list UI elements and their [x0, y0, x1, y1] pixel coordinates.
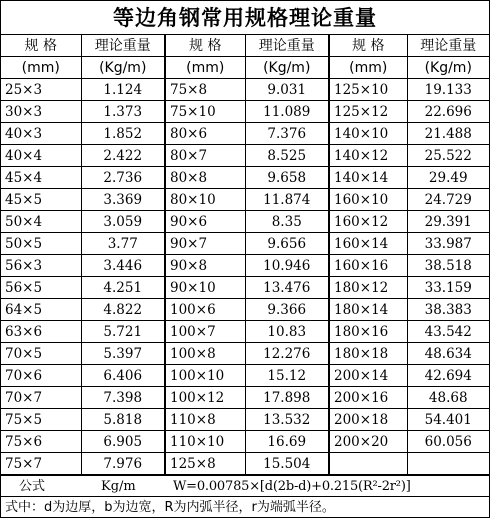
formula-note: 式中：d为边厚，b为边宽，R为内弧半径，r为端弧半径。: [5, 500, 335, 515]
weight-cell: 2.736: [81, 167, 165, 189]
header-row-units: [1, 57, 489, 79]
weight-cell: 12.276: [245, 343, 329, 365]
table-row: [1, 431, 489, 453]
spec-cell: 100×8: [165, 343, 245, 365]
weight-cell: 38.383: [407, 299, 489, 321]
spec-cell: 90×6: [165, 211, 245, 233]
table-row: [1, 387, 489, 409]
table-row: [1, 343, 489, 365]
header-spec-label: 规 格: [329, 35, 407, 57]
spec-cell: 200×16: [329, 387, 407, 409]
weight-cell: 9.656: [245, 233, 329, 255]
weight-cell: 7.398: [81, 387, 165, 409]
weight-cell: 60.056: [407, 431, 489, 453]
weight-cell: 33.159: [407, 277, 489, 299]
spec-cell: 100×12: [165, 387, 245, 409]
spec-cell: 50×5: [1, 233, 81, 255]
spec-cell: 160×10: [329, 189, 407, 211]
weight-cell: 13.532: [245, 409, 329, 431]
weight-cell: 19.133: [407, 79, 489, 101]
formula-footer: [1, 475, 489, 518]
spec-cell: 90×8: [165, 255, 245, 277]
header-spec-label: 规 格: [165, 35, 245, 57]
table-row: [1, 299, 489, 321]
spec-cell: 80×8: [165, 167, 245, 189]
weight-cell: 6.905: [81, 431, 165, 453]
weight-cell: 17.898: [245, 387, 329, 409]
formula-text: W=0.00785×[d(2b-d)+0.215(R²-2r²)]: [173, 479, 411, 494]
spec-cell: 90×7: [165, 233, 245, 255]
weight-cell: 43.542: [407, 321, 489, 343]
weight-cell: 9.031: [245, 79, 329, 101]
header-weight-unit: (Kg/m): [81, 57, 165, 79]
header-spec-unit: (mm): [165, 57, 245, 79]
spec-cell: 70×5: [1, 343, 81, 365]
spec-cell: 45×4: [1, 167, 81, 189]
table-row: [1, 101, 489, 123]
spec-cell: 140×12: [329, 145, 407, 167]
spec-cell: 125×10: [329, 79, 407, 101]
weight-cell: 24.729: [407, 189, 489, 211]
weight-cell: 3.446: [81, 255, 165, 277]
formula-row: [1, 476, 489, 497]
spec-cell: 160×12: [329, 211, 407, 233]
formula-unit: Kg/m: [101, 479, 136, 494]
spec-cell: [329, 453, 407, 475]
spec-cell: 80×10: [165, 189, 245, 211]
spec-cell: 140×14: [329, 167, 407, 189]
table-row: [1, 365, 489, 387]
spec-cell: 75×7: [1, 453, 81, 475]
weight-cell: [407, 453, 489, 475]
spec-cell: 56×3: [1, 255, 81, 277]
spec-cell: 180×18: [329, 343, 407, 365]
weight-cell: 2.422: [81, 145, 165, 167]
weight-cell: 7.976: [81, 453, 165, 475]
weight-cell: 11.089: [245, 101, 329, 123]
table-row: [1, 255, 489, 277]
spec-cell: 180×12: [329, 277, 407, 299]
spec-cell: 75×8: [165, 79, 245, 101]
weight-cell: 8.525: [245, 145, 329, 167]
table-row: [1, 233, 489, 255]
weight-cell: 13.476: [245, 277, 329, 299]
weight-cell: 42.694: [407, 365, 489, 387]
spec-cell: 200×14: [329, 365, 407, 387]
header-weight-label: 理论重量: [81, 35, 165, 57]
spec-cell: 40×3: [1, 123, 81, 145]
spec-cell: 75×6: [1, 431, 81, 453]
formula-label: 公式: [19, 479, 46, 494]
weight-cell: 48.68: [407, 387, 489, 409]
header-weight-unit: (Kg/m): [245, 57, 329, 79]
table-row: [1, 123, 489, 145]
spec-cell: 90×10: [165, 277, 245, 299]
spec-cell: 75×10: [165, 101, 245, 123]
weight-cell: 9.658: [245, 167, 329, 189]
table-row: [1, 277, 489, 299]
weight-cell: 29.391: [407, 211, 489, 233]
spec-cell: 80×7: [165, 145, 245, 167]
spec-cell: 56×5: [1, 277, 81, 299]
weight-cell: 8.35: [245, 211, 329, 233]
weight-cell: 15.12: [245, 365, 329, 387]
header-spec-unit: (mm): [329, 57, 407, 79]
weight-cell: 15.504: [245, 453, 329, 475]
table-row: [1, 321, 489, 343]
weight-cell: 21.488: [407, 123, 489, 145]
weight-cell: 1.373: [81, 101, 165, 123]
weight-cell: 33.987: [407, 233, 489, 255]
table-row: [1, 453, 489, 475]
spec-cell: 160×16: [329, 255, 407, 277]
spec-cell: 25×3: [1, 79, 81, 101]
spec-cell: 45×5: [1, 189, 81, 211]
header-spec-label: 规 格: [1, 35, 81, 57]
weight-cell: 38.518: [407, 255, 489, 277]
weight-cell: 16.69: [245, 431, 329, 453]
weight-cell: 10.83: [245, 321, 329, 343]
spec-cell: 200×20: [329, 431, 407, 453]
spec-cell: 75×5: [1, 409, 81, 431]
weight-cell: 7.376: [245, 123, 329, 145]
weight-cell: 29.49: [407, 167, 489, 189]
table-row: [1, 189, 489, 211]
weight-cell: 4.822: [81, 299, 165, 321]
spec-cell: 160×14: [329, 233, 407, 255]
spec-cell: 110×10: [165, 431, 245, 453]
spec-cell: 180×16: [329, 321, 407, 343]
spec-cell: 63×6: [1, 321, 81, 343]
weight-cell: 22.696: [407, 101, 489, 123]
table-row: [1, 211, 489, 233]
table-row: [1, 409, 489, 431]
spec-cell: 80×6: [165, 123, 245, 145]
spec-cell: 64×5: [1, 299, 81, 321]
table-row: [1, 145, 489, 167]
weight-cell: 1.852: [81, 123, 165, 145]
weight-cell: 25.522: [407, 145, 489, 167]
weight-cell: 4.251: [81, 277, 165, 299]
weight-cell: 3.059: [81, 211, 165, 233]
spec-cell: 100×10: [165, 365, 245, 387]
weight-cell: 3.77: [81, 233, 165, 255]
spec-cell: 70×6: [1, 365, 81, 387]
spec-cell: 110×8: [165, 409, 245, 431]
weight-cell: 5.721: [81, 321, 165, 343]
spec-cell: 125×12: [329, 101, 407, 123]
sheet-title: 等边角钢常用规格理论重量: [1, 1, 489, 35]
weight-cell: 54.401: [407, 409, 489, 431]
weight-cell: 1.124: [81, 79, 165, 101]
spec-cell: 30×3: [1, 101, 81, 123]
header-row-labels: [1, 35, 489, 57]
spec-cell: 140×10: [329, 123, 407, 145]
spec-cell: 70×7: [1, 387, 81, 409]
table-row: [1, 79, 489, 101]
spec-cell: 50×4: [1, 211, 81, 233]
spec-cell: 180×14: [329, 299, 407, 321]
spec-cell: 100×7: [165, 321, 245, 343]
spec-cell: 40×4: [1, 145, 81, 167]
table-row: [1, 167, 489, 189]
header-weight-label: 理论重量: [407, 35, 489, 57]
header-weight-unit: (Kg/m): [407, 57, 489, 79]
spec-weight-table: [1, 35, 489, 475]
header-weight-label: 理论重量: [245, 35, 329, 57]
weight-cell: 10.946: [245, 255, 329, 277]
header-spec-unit: (mm): [1, 57, 81, 79]
weight-cell: 5.818: [81, 409, 165, 431]
weight-cell: 9.366: [245, 299, 329, 321]
weight-cell: 3.369: [81, 189, 165, 211]
spec-cell: 200×18: [329, 409, 407, 431]
weight-cell: 5.397: [81, 343, 165, 365]
weight-cell: 11.874: [245, 189, 329, 211]
weight-cell: 6.406: [81, 365, 165, 387]
weight-cell: 48.634: [407, 343, 489, 365]
spec-cell: 125×8: [165, 453, 245, 475]
spec-cell: 100×6: [165, 299, 245, 321]
